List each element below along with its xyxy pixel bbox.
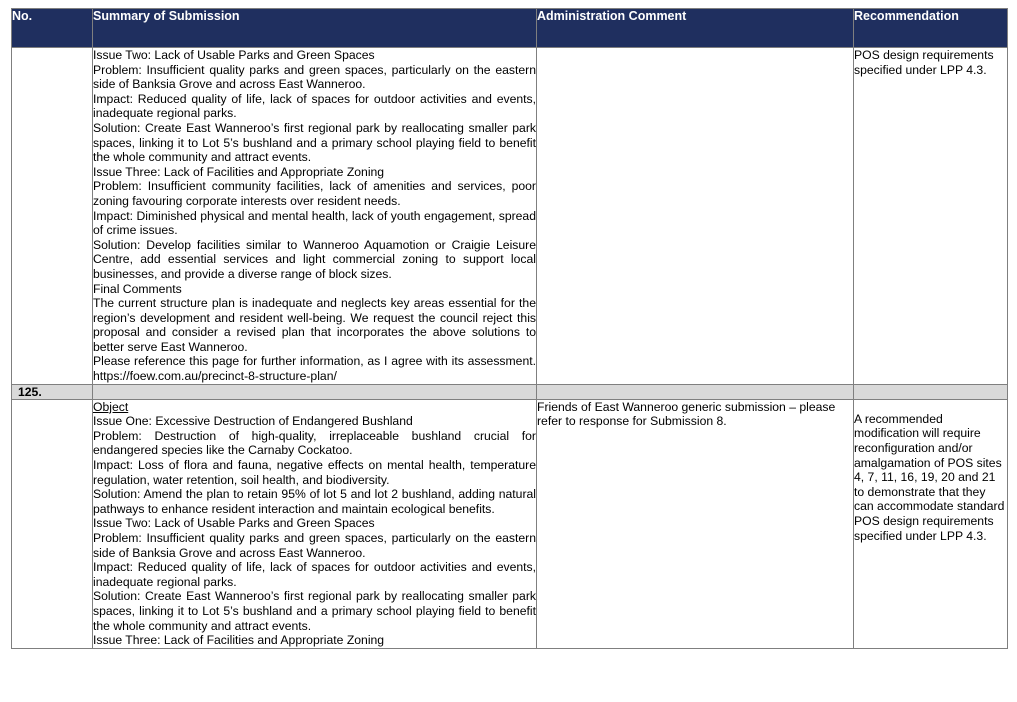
admin-comment-text: Friends of East Wanneroo generic submission – please refer to response for Submission 8. [537, 399, 836, 429]
summary-paragraph: The current structure plan is inadequate and neglects key areas essential for the region’s development and resident well-being. We request the council reject this proposal and consider a revised plan that incorporates the above solutions to better serve East Wanneroo. [93, 296, 536, 354]
submissions-table [11, 8, 1008, 649]
summary-paragraph: Solution: Create East Wanneroo’s first regional park by reallocating smaller park spaces, linking it to Lot 5’s bushland and a primary school playing field to benefit the whole community and attract events. [93, 120, 536, 165]
summary-paragraph: Final Comments [93, 281, 182, 296]
summary-paragraph: Problem: Destruction of high-quality, irreplaceable bushland crucial for endangered species like the Carnaby Cockatoo. [93, 428, 536, 458]
summary-paragraph: Impact: Reduced quality of life, lack of spaces for outdoor activities and events, inadequate regional parks. [93, 560, 536, 589]
summary-paragraph: Issue Three: Lack of Facilities and Appropriate Zoning [93, 164, 385, 179]
table-header-row [12, 9, 1008, 48]
row-a-summary-cell [93, 48, 537, 385]
row-a-recommendation-cell [854, 48, 1008, 385]
row-a-number-cell [12, 48, 93, 385]
recommendation-text: A recommended modification will require reconfiguration and/or amalgamation of POS sites 4, 7, 11, 16, 19, 20 and 21 to demonstrate that they can accommodate standard POS design requirements specified under LPP 4.3. [854, 411, 1005, 543]
summary-paragraph: Impact: Reduced quality of life, lack of spaces for outdoor activities and events, inadequate regional parks. [93, 91, 536, 121]
summary-paragraph: Impact: Loss of flora and fauna, negative effects on mental health, temperature regulation, water retention, soil health, and biodiversity. [93, 458, 536, 487]
header-admin-comment: Administration Comment [537, 9, 854, 48]
row-125-number-cell [12, 399, 93, 648]
summary-paragraph: Problem: Insufficient quality parks and green spaces, particularly on the eastern side of Banksia Grove and across East Wanneroo. [93, 531, 536, 560]
summary-paragraph: Issue Two: Lack of Usable Parks and Green Spaces [93, 516, 375, 531]
submission-number-row [12, 384, 1008, 399]
row-125-admin-cell [537, 399, 854, 648]
summary-paragraph: Problem: Insufficient community facilities, lack of amenities and services, poor zoning favouring corporate interests over resident needs. [93, 179, 536, 208]
row-125-recommendation-cell [854, 399, 1008, 648]
summary-paragraph: Solution: Amend the plan to retain 95% of lot 5 and lot 2 bushland, adding natural pathways to enhance resident interaction and maintain ecological benefits. [93, 487, 536, 516]
recommendation-text: POS design requirements specified under LPP 4.3. [854, 48, 994, 77]
object-label: Object [93, 399, 129, 414]
summary-paragraph: Issue One: Excessive Destruction of Endangered Bushland [93, 414, 413, 429]
summary-paragraph: Issue Two: Lack of Usable Parks and Green Spaces [93, 48, 375, 62]
summary-paragraph: Impact: Diminished physical and mental health, lack of youth engagement, spread of crime issues. [93, 208, 536, 238]
submission-number: 125. [12, 384, 93, 399]
row-125-summary-cell [93, 399, 537, 648]
row-a-admin-cell [537, 48, 854, 385]
summary-paragraph: Issue Three: Lack of Facilities and Appropriate Zoning [93, 633, 385, 648]
header-summary: Summary of Submission [93, 9, 537, 48]
table-row [12, 48, 1008, 385]
summary-paragraph: Solution: Develop facilities similar to Wanneroo Aquamotion or Craigie Leisure Centre, add essential services and light commercial zoning to support local businesses, and provide a diverse range of block sizes. [93, 237, 536, 281]
table-row [12, 399, 1008, 648]
summary-paragraph: Solution: Create East Wanneroo’s first regional park by reallocating smaller park spaces, linking it to Lot 5’s bushland and a primary school playing field to benefit the whole community and attract events. [93, 589, 536, 633]
header-recommendation: Recommendation [854, 9, 1008, 48]
header-no: No. [12, 9, 93, 48]
summary-paragraph: Please reference this page for further information, as I agree with its assessment. https://foew.com.au/precinct-8-structure-plan/ [93, 354, 536, 384]
summary-paragraph: Problem: Insufficient quality parks and green spaces, particularly on the eastern side of Banksia Grove and across East Wanneroo. [93, 62, 536, 92]
